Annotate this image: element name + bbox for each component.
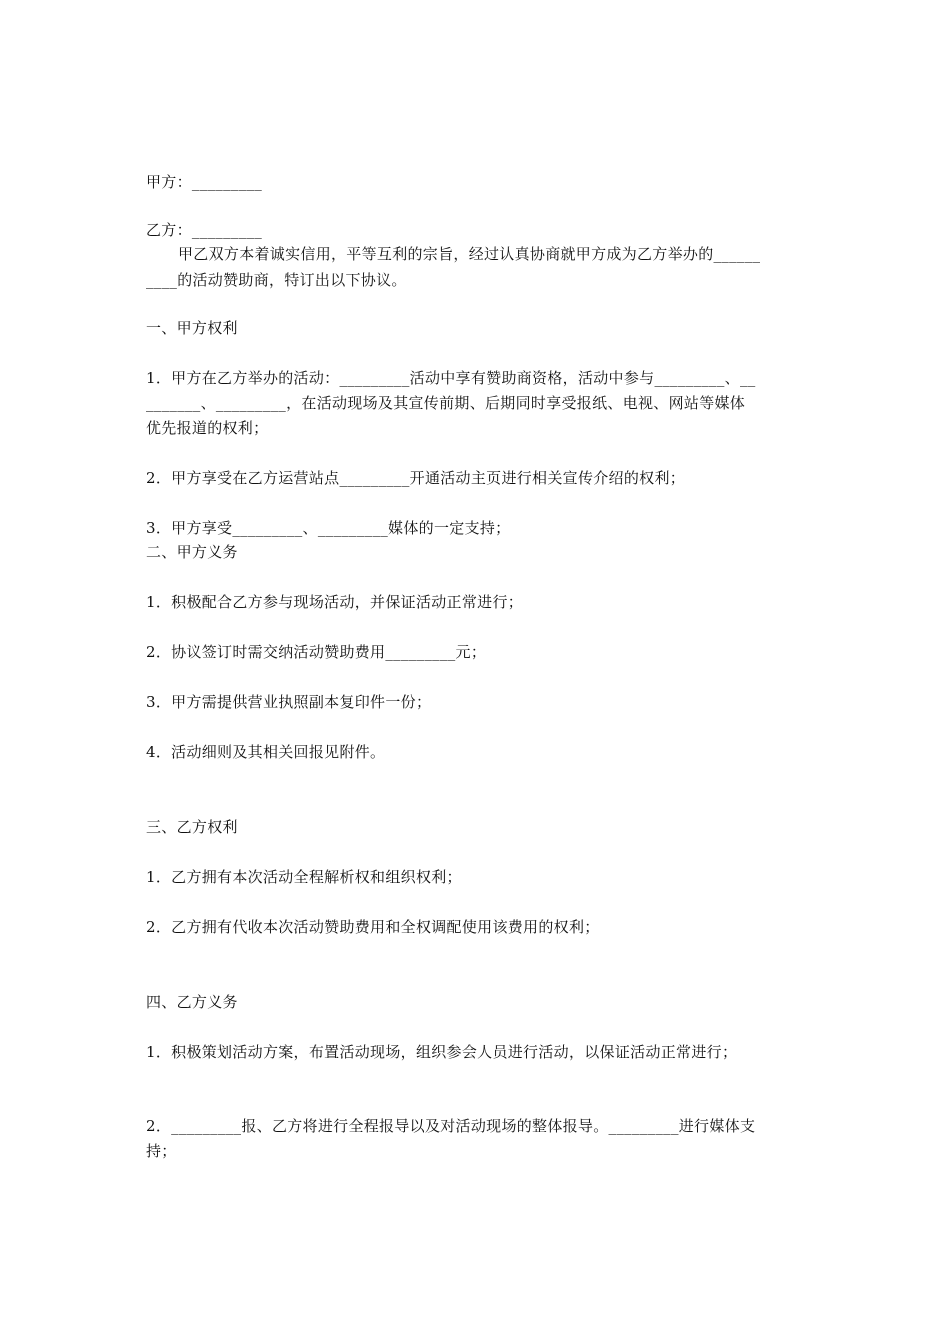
intro-paragraph-line-2: ____的活动赞助商，特订出以下协议。 — [146, 271, 407, 289]
party-b-rights-item-2: 2．乙方拥有代收本次活动赞助费用和全权调配使用该费用的权利； — [146, 918, 600, 936]
party-b-obligations-item-2-line-2: 持； — [146, 1142, 177, 1160]
section-heading-party-b-rights: 三、乙方权利 — [146, 818, 238, 836]
party-a-obligations-item-1: 1．积极配合乙方参与现场活动，并保证活动正常进行； — [146, 593, 524, 611]
party-b-obligations-item-1: 1．积极策划活动方案，布置活动现场，组织参会人员进行活动，以保证活动正常进行； — [146, 1043, 738, 1061]
party-b-line: 乙方：_________ — [146, 221, 263, 239]
section-heading-party-a-obligations: 二、甲方义务 — [146, 543, 238, 561]
party-a-rights-item-1-line-2: _______、_________，在活动现场及其宣传前期、后期同时享受报纸、电视、网站等媒体 — [146, 394, 746, 412]
party-a-rights-item-3: 3．甲方享受_________、_________媒体的一定支持； — [146, 519, 511, 537]
party-a-rights-item-1-line-3: 优先报道的权利； — [146, 419, 269, 437]
intro-paragraph-line-1: 甲乙双方本着诚实信用，平等互利的宗旨，经过认真协商就甲方成为乙方举办的______ — [178, 245, 761, 263]
section-heading-party-a-rights: 一、甲方权利 — [146, 319, 238, 337]
party-a-rights-item-1-line-1: 1．甲方在乙方举办的活动：_________活动中享有赞助商资格，活动中参与_________、__ — [146, 369, 756, 387]
party-a-obligations-item-4: 4．活动细则及其相关回报见附件。 — [146, 743, 386, 761]
section-heading-party-b-obligations: 四、乙方义务 — [146, 993, 238, 1011]
party-a-obligations-item-2: 2．协议签订时需交纳活动赞助费用_________元； — [146, 643, 487, 661]
party-a-obligations-item-3: 3．甲方需提供营业执照副本复印件一份； — [146, 693, 432, 711]
party-a-rights-item-2: 2．甲方享受在乙方运营站点_________开通活动主页进行相关宣传介绍的权利； — [146, 469, 686, 487]
party-a-line: 甲方：_________ — [146, 173, 263, 191]
party-b-obligations-item-2-line-1: 2．_________报、乙方将进行全程报导以及对活动现场的整体报导。_________进行媒体支 — [146, 1117, 756, 1135]
party-b-rights-item-1: 1．乙方拥有本次活动全程解析权和组织权利； — [146, 868, 462, 886]
